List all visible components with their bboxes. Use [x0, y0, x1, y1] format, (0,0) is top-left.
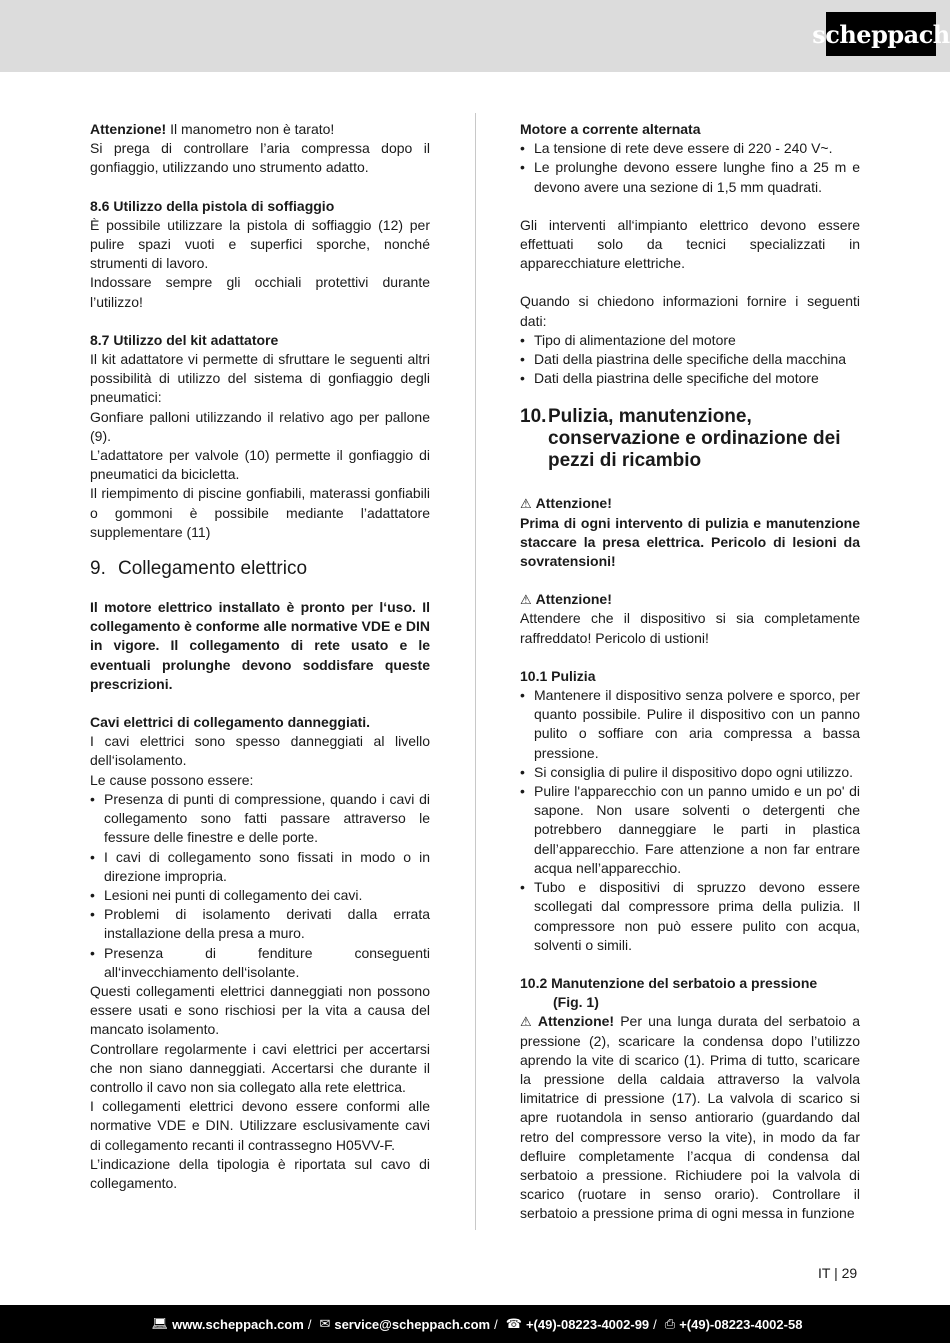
fax-icon: ⎙: [664, 1316, 676, 1331]
section-8-6-paragraph-2: Indossare sempre gli occhiali protettivi durante l’utilizzo!: [90, 274, 430, 310]
info-paragraph: Quando si chiedono informazioni fornire i seguenti dati:: [520, 293, 860, 329]
footer-bar: [0, 1305, 950, 1343]
section-9-title: Collegamento elettrico: [118, 558, 308, 580]
mail-icon: ✉: [319, 1316, 331, 1331]
cavi-paragraph-2: Le cause possono essere:: [90, 771, 254, 788]
warning-1-label: Attenzione!: [535, 495, 612, 512]
left-column: [90, 120, 430, 1193]
list-item: • Problemi di isolamento derivati dalla errata installazione della presa a muro.: [90, 905, 430, 943]
list-item: • Si consiglia di pulire il dispositivo dopo ogni utilizzo.: [520, 763, 860, 782]
cavi-paragraph-6: L’indicazione della tipologia è riportata sul cavo di collegamento.: [90, 1155, 430, 1191]
cavi-paragraph-3: Questi collegamenti elettrici danneggiati non possono essere usati e sono rischiosi per la vita a causa del mancato isolamento.: [90, 982, 430, 1038]
column-divider: [475, 113, 476, 1230]
section-10-2-text: Per una lunga durata del serbatoio a pressione (2), scaricare la condensa dopo l’utilizzo aprendo la vite di scarico (1). Prima di tutto, scaricare la pressione della caldaia attraverso la valvola limitatrice di pressione (17). La valvola di scarico si apre ruotandola in senso antiorario (guardando dal retro del compressore verso la vite), in modo da far defluire completamente l’acqua di condensa dal serbatoio a pressione. Richiudere poi la valvola di scarico (ruotare in senso orario). Controllare il serbatoio a pressione prima di ogni messa in funzione: [520, 1013, 860, 1222]
section-10-1-title: 10.1 Pulizia: [520, 667, 596, 684]
list-item: • Lesioni nei punti di collegamento dei cavi.: [90, 886, 430, 905]
footer-email[interactable]: service@scheppach.com: [334, 1316, 491, 1332]
attention-label: Attenzione!: [90, 121, 167, 137]
section-8-6-title: 8.6 Utilizzo della pistola di soffiaggio: [90, 197, 335, 214]
motore-title: Motore a corrente alternata: [520, 121, 701, 137]
list-item: • Tubo e dispositivi di spruzzo devono essere scollegati dal compressore prima della pulizia. Il compressore non può essere pulito con acqua, solventi o simili.: [520, 878, 860, 955]
page-number-value: 29: [841, 1265, 858, 1281]
list-item: • La tensione di rete deve essere di 220 - 240 V~.: [520, 139, 860, 158]
attention-manometer: [90, 120, 430, 139]
page-separator: |: [834, 1265, 838, 1281]
footer-separator: /: [494, 1316, 498, 1332]
section-10-2-label: Attenzione!: [537, 1013, 615, 1030]
section-8-7-paragraph-1: Il kit adattatore vi permette di sfruttare le seguenti altri possibilità di utilizzo del sistema di gonfiaggio degli pneumatici:: [90, 351, 430, 406]
list-item: • Dati della piastrina delle specifiche del motore: [520, 369, 860, 388]
warning-2-label: Attenzione!: [535, 591, 612, 608]
warning-triangle-icon: ⚠: [520, 592, 532, 608]
cavi-paragraph-4: Controllare regolarmente i cavi elettrici per accertarsi che non siano danneggiati. Accertarsi che durante il controllo il cavo non sia collegato alla rete elettrica.: [90, 1040, 430, 1095]
section-10-number: 10.: [520, 406, 547, 428]
attention-paragraph: Si prega di controllare l’aria compressa dopo il gonfiaggio, utilizzando uno strumento adatto.: [90, 140, 430, 176]
warning-triangle-icon: ⚠: [520, 496, 532, 512]
list-item: • Dati della piastrina delle specifiche della macchina: [520, 350, 860, 369]
footer-separator: /: [307, 1316, 312, 1332]
section-8-7-paragraph-3: L’adattatore per valvole (10) permette il gonfiaggio di pneumatici da bicicletta.: [90, 447, 430, 483]
cavi-title: Cavi elettrici di collegamento danneggiati.: [90, 714, 371, 731]
pulizia-list: [520, 686, 860, 955]
list-item: • Pulire l'apparecchio con un panno umido e un po' di sapone. Non usare solventi o detergenti che potrebbero danneggiare le parti in plastica dell’apparecchio. Fare attenzione a non far entrare acqua nell’apparecchio.: [520, 782, 860, 878]
interventi-paragraph: Gli interventi all‘impianto elettrico devono essere effettuati solo da tecnici specializzati in apparecchiature elettriche.: [520, 216, 860, 272]
phone-icon: ☎: [505, 1316, 522, 1331]
computer-icon: 💻︎: [151, 1316, 169, 1331]
section-10-2-title: 10.2 Manutenzione del serbatoio a pressione: [520, 974, 818, 991]
list-item: • Tipo di alimentazione del motore: [520, 331, 860, 350]
list-item: • Le prolunghe devono essere lunghe fino a 25 m e devono avere una sezione di 1,5 mm quadrati.: [520, 158, 860, 196]
list-item: • Presenza di punti di compressione, quando i cavi di collegamento sono fatti passare attraverso le fessure delle finestre e delle porte.: [90, 790, 430, 848]
attention-text: Il manometro non è tarato!: [166, 121, 335, 137]
section-10-2-paragraph: [520, 1012, 860, 1223]
cavi-list: [90, 790, 430, 982]
footer-fax: +(49)-08223-4002-58: [679, 1316, 803, 1332]
warning-2-heading: [520, 590, 860, 609]
motore-list: [520, 139, 860, 197]
warning-1-heading: [520, 494, 860, 513]
list-item: • Mantenere il dispositivo senza polvere e sporco, per quanto possibile. Pulire il dispositivo con un panno pulito o soffiare con aria compressa a bassa pressione.: [520, 686, 860, 763]
section-8-7-title: 8.7 Utilizzo del kit adattatore: [90, 331, 279, 348]
page-lang: IT: [818, 1265, 831, 1281]
scheppach-logo: scheppach: [826, 12, 936, 56]
right-column: [520, 120, 860, 1224]
cavi-paragraph-1: I cavi elettrici sono spesso danneggiati al livello dell‘isolamento.: [90, 733, 430, 769]
section-8-7-paragraph-2: Gonfiare palloni utilizzando il relativo ago per pallone (9).: [90, 408, 430, 444]
footer-separator: /: [653, 1316, 657, 1332]
section-9-number: 9.: [90, 558, 106, 580]
cavi-paragraph-5: I collegamenti elettrici devono essere conformi alle normative VDE e DIN. Utilizzare esclusivamente cavi di collegamento recanti il contrassegno H05VV-F.: [90, 1098, 430, 1153]
section-8-6-paragraph-1: È possibile utilizzare la pistola di soffiaggio (12) per pulire spazi vuoti e superfici sporche, nonché strumenti di lavoro.: [90, 216, 430, 272]
page-number: [818, 1265, 857, 1281]
info-list: [520, 331, 860, 389]
warning-triangle-icon: ⚠: [520, 1014, 534, 1030]
section-9-heading: [90, 558, 430, 580]
footer-phone: +(49)-08223-4002-99: [525, 1316, 650, 1332]
warning-1-text: Prima di ogni intervento di pulizia e manutenzione staccare la presa elettrica. Pericolo di lesioni da sovratensioni!: [520, 514, 860, 570]
footer-web[interactable]: www.scheppach.com: [172, 1316, 304, 1332]
list-item: • I cavi di collegamento sono fissati in modo o in direzione impropria.: [90, 848, 430, 886]
list-item: • Presenza di fenditure conseguenti all‘invecchiamento dell‘isolante.: [90, 944, 430, 982]
header-bar: [0, 0, 950, 72]
section-8-7-paragraph-4: Il riempimento di piscine gonfiabili, materassi gonfiabili o gommoni è possibile mediante l’adattatore supplementare (11): [90, 485, 430, 540]
section-10-2-figure-ref: (Fig. 1): [553, 994, 599, 1011]
section-9-intro: Il motore elettrico installato è pronto per l‘uso. Il collegamento è conforme alle normative VDE e DIN in vigore. Il collegamento di rete usato e le eventuali prolunghe devono soddisfare queste prescrizioni.: [90, 599, 430, 692]
section-10-title: Pulizia, manutenzione, conservazione e ordinazione dei pezzi di ricambio: [548, 406, 841, 472]
section-10-heading: [520, 406, 860, 472]
warning-2-text: Attendere che il dispositivo si sia completamente raffreddato! Pericolo di ustioni!: [520, 610, 860, 646]
